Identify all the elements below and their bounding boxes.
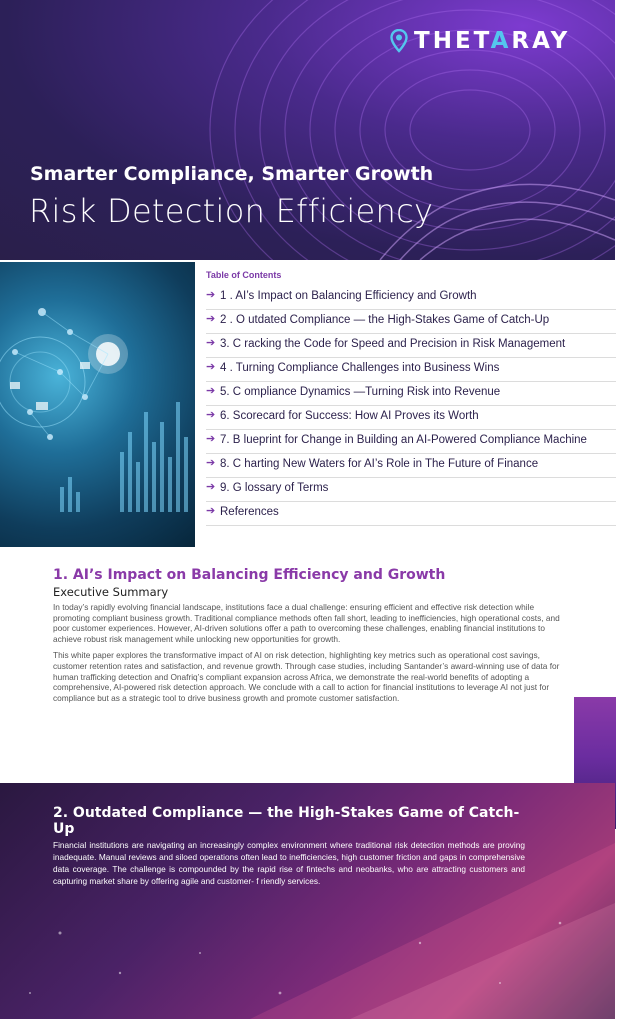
logo-text-c: RAY	[511, 28, 571, 54]
arrow-right-icon: ➔	[206, 385, 216, 397]
arrow-right-icon: ➔	[206, 289, 216, 301]
thetaray-logo	[390, 28, 570, 54]
arrow-right-icon: ➔	[206, 481, 216, 493]
digital-network-image	[0, 262, 195, 547]
section-1-paragraph-2: This white paper explores the transformative impact of AI on risk detection, highlighting key metrics such as operational cost savings, customer retention rates and satisfaction, and revenue growth. Through case studies, including Santander’s award-winning use of data for human trafficking detection and Onafriq’s compliant expansion across Africa, we demonstrate the real-world benefits of adopting a comprehensive, AI-powered risk detection approach. We conclude with a call to action for financial institutions to leverage AI not just for compliance but as a strategic tool to drive business growth and promote customer satisfaction.	[53, 650, 560, 703]
logo-text-b: A	[490, 28, 512, 54]
toc-item[interactable]: ➔ 8. C harting New Waters for AI’s Role in The Future of Finance	[206, 454, 616, 478]
toc-item[interactable]: ➔ 2 . O utdated Compliance — the High-Stakes Game of Catch-Up	[206, 310, 616, 334]
arrow-right-icon: ➔	[206, 361, 216, 373]
toc-item[interactable]: ➔ 1 . AI’s Impact on Balancing Efficiency and Growth	[206, 286, 616, 310]
hero-banner	[0, 0, 615, 260]
section-2-paragraph: Financial institutions are navigating an increasingly complex environment where traditional risk detection methods are proving inadequate. Manual reviews and siloed operations often lead to inefficiencies, high customer friction and gaps in comprehensive data coverage. The challenge is compounded by the rapid rise of fintechs and neobanks, who are attracting customers and capturing market share by offering agile and customer- f riendly services.	[53, 840, 525, 886]
toc-item[interactable]: ➔ 7. B lueprint for Change in Building an AI-Powered Compliance Machine	[206, 430, 616, 454]
arrow-right-icon: ➔	[206, 433, 216, 445]
section-1	[53, 567, 568, 709]
toc-item[interactable]: ➔ 3. C racking the Code for Speed and Precision in Risk Management	[206, 334, 616, 358]
toc-item[interactable]: ➔ 9. G lossary of Terms	[206, 478, 616, 502]
arrow-right-icon: ➔	[206, 313, 216, 325]
toc-item[interactable]: ➔ 4 . Turning Compliance Challenges into Business Wins	[206, 358, 616, 382]
arrow-right-icon: ➔	[206, 337, 216, 349]
hero-subtitle: Smarter Compliance, Smarter Growth	[30, 163, 434, 185]
toc-item[interactable]: ➔ 6. Scorecard for Success: How AI Proves its Worth	[206, 406, 616, 430]
table-of-contents	[206, 270, 616, 526]
executive-summary-heading: Executive Summary	[53, 585, 169, 599]
hero-title: Risk Detection Efficiency	[29, 192, 434, 230]
toc-label: Table of Contents	[206, 270, 282, 280]
toc-item[interactable]: ➔ References	[206, 502, 616, 526]
arrow-right-icon: ➔	[206, 505, 216, 517]
arrow-right-icon: ➔	[206, 409, 216, 421]
arrow-right-icon: ➔	[206, 457, 216, 469]
section-1-paragraph-1: In today’s rapidly evolving financial landscape, institutions face a dual challenge: ensuring efficient and effective risk detection while promoting compliant business growth. Traditional compliance methods often fall short, leading to inefficiencies, high operational costs, and poor customer experiences. However, AI-driven solutions offer a path to overcoming these challenges, enabling financial institutions to achieve robust risk management while unlocking new opportunities for growth.	[53, 602, 560, 644]
section-2	[53, 805, 525, 887]
section-2-heading: 2. Outdated Compliance — the High-Stakes Game of Catch-Up	[53, 805, 520, 837]
toc-item[interactable]: ➔ 5. C ompliance Dynamics —Turning Risk into Revenue	[206, 382, 616, 406]
location-pin-icon	[390, 29, 408, 53]
section-1-heading: 1. AI’s Impact on Balancing Efficiency and Growth	[53, 567, 446, 583]
logo-text-a: THET	[414, 28, 491, 54]
